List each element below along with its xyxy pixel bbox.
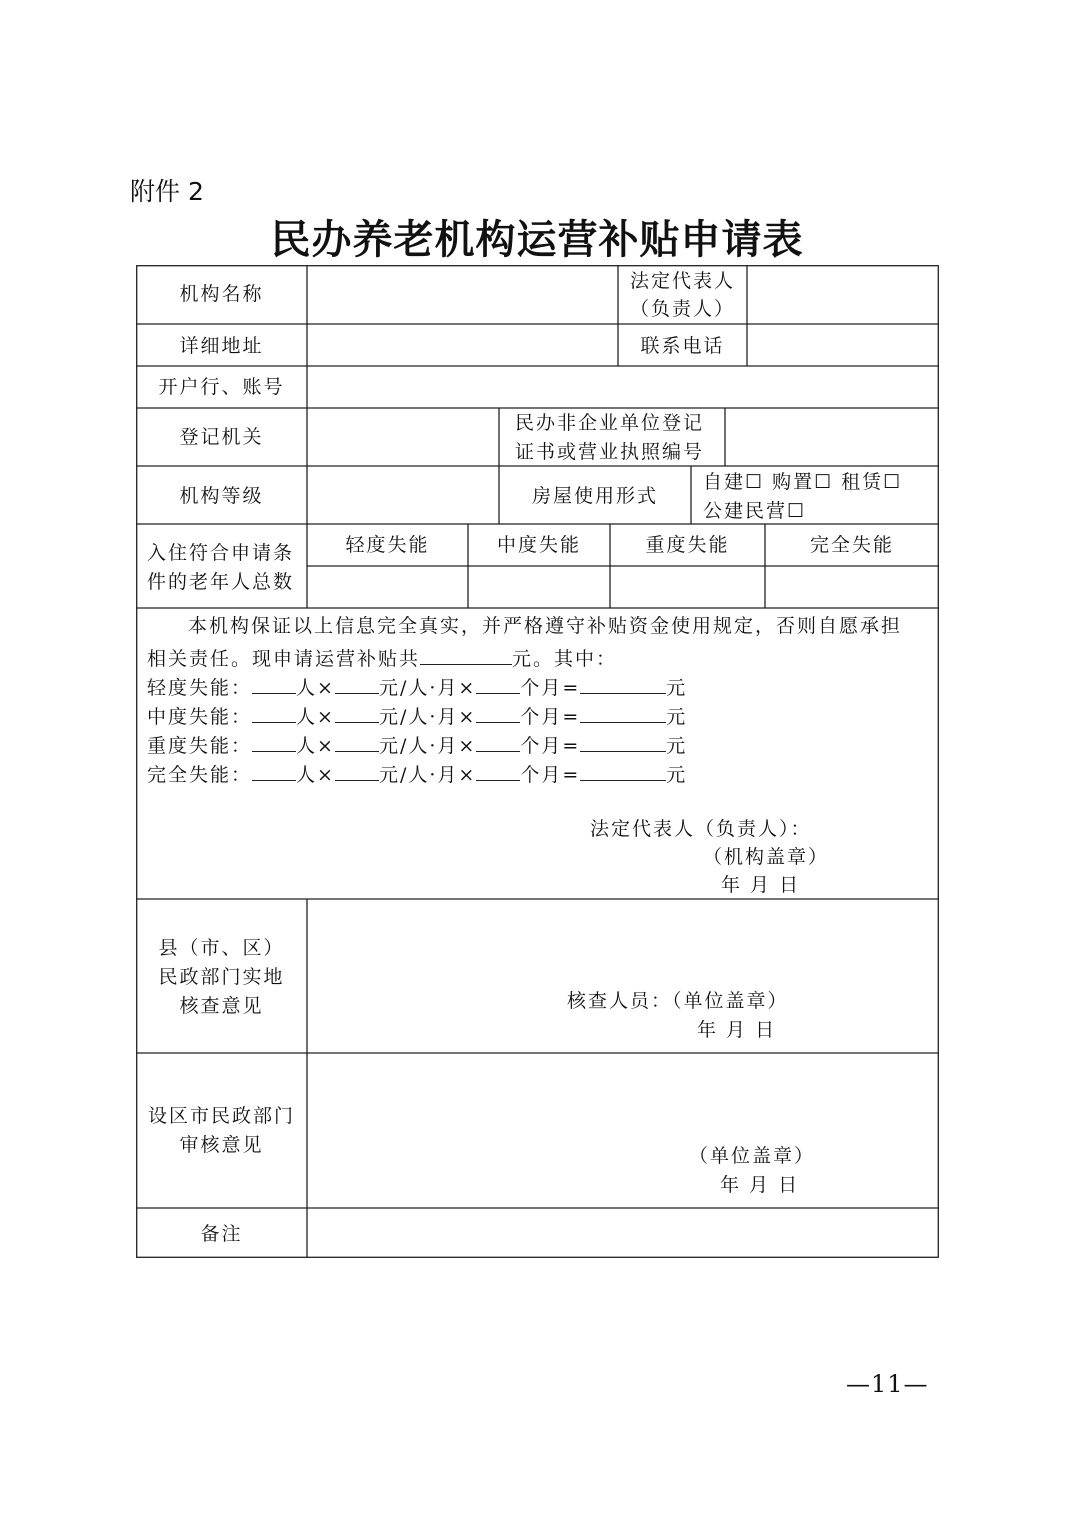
legal-rep-label: 法定代表人: [629, 270, 735, 292]
calc-line: 重度失能： 人× 元/人·月× 个月= 元: [147, 729, 687, 761]
registration-authority-label: 登记机关: [179, 426, 264, 448]
legal-rep-signature-label: 法定代表人（负责人）：: [590, 818, 812, 840]
application-form-table: [136, 265, 939, 1258]
residents-label: 入住符合申请条: [147, 542, 295, 564]
housing-label: 房屋使用形式: [531, 485, 658, 507]
county-opinion-label: 县（市、区）: [158, 937, 285, 959]
registration-cert-label: 民办非企业单位登记: [515, 412, 705, 434]
phone-label: 联系电话: [640, 335, 725, 357]
housing-options[interactable]: 自建☐ 购置☐ 租赁☐: [703, 471, 903, 493]
bank-account-label: 开户行、账号: [158, 376, 285, 398]
residents-sub-label: 件的老年人总数: [147, 571, 295, 593]
complete-disability-header: 完全失能: [809, 534, 894, 556]
total-amount-blank[interactable]: [420, 642, 512, 665]
moderate-disability-header: 中度失能: [496, 534, 581, 556]
city-opinion-label: 设区市民政部门: [147, 1105, 295, 1127]
city-date: 年 月 日: [720, 1174, 800, 1196]
attachment-label: 附件 2: [130, 177, 204, 206]
county-opinion-label: 民政部门实地: [158, 966, 285, 988]
light-disability-header: 轻度失能: [345, 534, 430, 556]
declaration-date: 年 月 日: [721, 874, 801, 896]
housing-option-public[interactable]: 公建民营☐: [703, 500, 807, 522]
org-seal-label: （机构盖章）: [703, 846, 830, 868]
org-name-label: 机构名称: [179, 283, 264, 305]
county-date: 年 月 日: [697, 1019, 777, 1041]
declaration-total-line: 相关责任。现申请运营补贴共 元。其中：: [147, 642, 617, 674]
city-opinion-label: 审核意见: [179, 1134, 264, 1156]
inspector-label: 核查人员：（单位盖章）: [567, 990, 789, 1012]
legal-rep-sub-label: （负责人）: [629, 298, 735, 320]
remarks-label: 备注: [200, 1223, 243, 1245]
page-number: —11—: [846, 1370, 929, 1398]
form-title: 民办养老机构运营补贴申请表: [270, 216, 804, 263]
city-seal-label: （单位盖章）: [689, 1145, 816, 1167]
county-opinion-label: 核查意见: [179, 995, 264, 1017]
declaration-line: 本机构保证以上信息完全真实，并严格遵守补贴资金使用规定，否则自愿承担: [188, 615, 903, 637]
address-label: 详细地址: [179, 335, 264, 357]
calc-line: 中度失能： 人× 元/人·月× 个月= 元: [147, 700, 687, 732]
severe-disability-header: 重度失能: [645, 534, 730, 556]
org-level-label: 机构等级: [179, 485, 264, 507]
registration-cert-sub-label: 证书或营业执照编号: [515, 441, 705, 463]
calc-line: 完全失能： 人× 元/人·月× 个月= 元: [147, 758, 687, 790]
calc-line: 轻度失能： 人× 元/人·月× 个月= 元: [147, 671, 687, 703]
